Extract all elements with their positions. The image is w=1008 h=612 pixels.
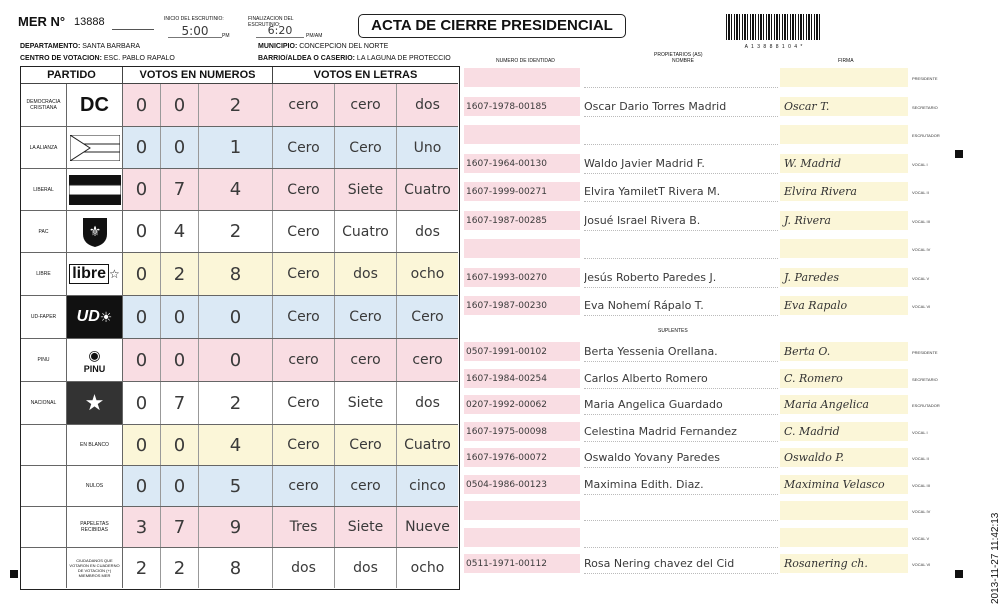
member-row bbox=[464, 182, 908, 202]
vote-word: ocho bbox=[410, 560, 445, 576]
vote-word: Siete bbox=[335, 507, 397, 547]
member-row bbox=[464, 296, 908, 316]
vote-digit: 7 bbox=[161, 169, 199, 210]
member-signature bbox=[780, 239, 908, 259]
member-name bbox=[584, 239, 778, 259]
party-name: LA ALIANZA bbox=[21, 127, 67, 168]
member-row bbox=[464, 448, 908, 468]
inicio-ampm: PM bbox=[222, 33, 230, 39]
table-row bbox=[21, 425, 458, 466]
centro-votacion-label: CENTRO DE VOTACION: bbox=[20, 55, 102, 62]
departamento-field bbox=[20, 43, 140, 50]
vote-word: Cero bbox=[273, 127, 335, 168]
identity-number: 1607-1984-00254 bbox=[464, 369, 580, 389]
member-signature: Oscar T. bbox=[780, 97, 908, 117]
barcode-number: A 1 3 8 8 8 1 0 4 * bbox=[744, 44, 804, 50]
vote-digit: 0 bbox=[123, 169, 161, 210]
identity-number: 1607-1987-00285 bbox=[464, 211, 580, 231]
member-signature: Elvira Rivera bbox=[780, 182, 908, 202]
vote-digit: 0 bbox=[161, 296, 199, 338]
member-name: Jesús Roberto Paredes J. bbox=[584, 268, 778, 288]
member-row bbox=[464, 97, 908, 117]
svg-text:⚜: ⚜ bbox=[88, 223, 101, 240]
vote-digit: 5 bbox=[199, 466, 273, 506]
vote-digit: 0 bbox=[123, 127, 161, 168]
vote-digit: 0 bbox=[161, 466, 199, 506]
vote-word: Cero bbox=[273, 169, 335, 210]
member-name bbox=[584, 501, 778, 521]
votes-table bbox=[20, 66, 460, 590]
table-row bbox=[21, 253, 458, 296]
vote-word: Cero bbox=[273, 211, 335, 252]
col-name-header: NOMBRE bbox=[672, 58, 694, 64]
member-name bbox=[584, 68, 778, 88]
vote-word: Cero bbox=[273, 296, 335, 338]
vote-word: Cero bbox=[273, 425, 335, 465]
vote-word: dos bbox=[415, 97, 440, 113]
member-role: VOCAL VI bbox=[912, 562, 931, 567]
vote-digit: 4 bbox=[199, 425, 273, 465]
party-name: DEMOCRACIA CRISTIANA bbox=[21, 84, 67, 126]
member-role: VOCAL V bbox=[912, 275, 930, 281]
table-row bbox=[21, 127, 458, 169]
identity-number: 1607-1999-00271 bbox=[464, 182, 580, 202]
vote-word: cinco bbox=[409, 478, 446, 494]
vote-word: Tres bbox=[273, 507, 335, 547]
vote-digit: 0 bbox=[123, 339, 161, 381]
member-name: Celestina Madrid Fernandez bbox=[584, 422, 778, 442]
tse-logo-icon bbox=[112, 14, 154, 30]
libre-logo-icon: libre ☆ bbox=[67, 253, 123, 295]
page-title: ACTA DE CIERRE PRESIDENCIAL bbox=[358, 14, 626, 38]
member-row bbox=[464, 528, 908, 548]
member-role: VOCAL VI bbox=[912, 304, 931, 309]
vote-word: dos bbox=[415, 395, 440, 411]
vote-word: cero bbox=[412, 352, 443, 368]
vote-digit: 0 bbox=[123, 382, 161, 424]
member-signature bbox=[780, 125, 908, 145]
vote-word: cero bbox=[273, 84, 335, 126]
vote-digit: 7 bbox=[161, 382, 199, 424]
final-escrutinio-label: FINALIZACION DEL ESCRUTINIO: bbox=[248, 16, 294, 28]
vote-digit: 0 bbox=[123, 296, 161, 338]
vote-word: dos bbox=[415, 223, 440, 240]
vote-digit: 2 bbox=[161, 548, 199, 588]
member-signature bbox=[780, 68, 908, 88]
alianza-flag-icon bbox=[67, 127, 123, 168]
member-name bbox=[584, 528, 778, 548]
identity-number: 1607-1993-00270 bbox=[464, 268, 580, 288]
member-row bbox=[464, 68, 908, 88]
table-row bbox=[21, 382, 458, 425]
vote-word: Cuatro bbox=[335, 211, 397, 252]
suplentes-header: SUPLENTES bbox=[658, 328, 688, 334]
vote-digit: 4 bbox=[161, 211, 199, 252]
vote-word: Cero bbox=[273, 253, 335, 295]
row-label: NULOS bbox=[67, 466, 123, 506]
vote-digit: 0 bbox=[123, 211, 161, 252]
mer-number: 13888 bbox=[74, 16, 105, 28]
barrio-label: BARRIO/ALDEA O CASERIO: bbox=[258, 55, 355, 62]
vote-digit: 0 bbox=[199, 339, 273, 381]
member-signature: Eva Rapalo bbox=[780, 296, 908, 316]
member-row bbox=[464, 125, 908, 145]
vote-word: cero bbox=[273, 466, 335, 506]
final-ampm: PM/AM bbox=[306, 33, 323, 39]
row-label: CIUDADANOS QUE VOTARON EN CUADERNO DE VOTACION (+) MIEMBROS MER bbox=[67, 548, 123, 588]
table-row bbox=[21, 296, 458, 339]
member-signature: C. Madrid bbox=[780, 422, 908, 442]
vote-word: Cuatro bbox=[404, 181, 451, 198]
vote-digit: 0 bbox=[123, 84, 161, 126]
scan-timestamp: 2013-11-27 11:42:13 bbox=[990, 512, 1001, 604]
identity-number: 0207-1992-00062 bbox=[464, 395, 580, 415]
vote-word: Uno bbox=[413, 139, 442, 156]
member-signature: Maximina Velasco bbox=[780, 475, 908, 495]
identity-number: 0507-1991-00102 bbox=[464, 342, 580, 362]
member-role: VOCAL III bbox=[912, 218, 930, 224]
identity-number: 1607-1964-00130 bbox=[464, 154, 580, 174]
vote-word: dos bbox=[335, 253, 397, 295]
municipio-value: CONCEPCION DEL NORTE bbox=[299, 43, 389, 50]
table-row bbox=[21, 211, 458, 253]
side-print-text bbox=[8, 200, 16, 290]
identity-number bbox=[464, 239, 580, 259]
header-partido: PARTIDO bbox=[21, 67, 123, 84]
col-id-header: NUMERO DE IDENTIDAD bbox=[496, 58, 555, 64]
registration-mark-icon bbox=[955, 150, 963, 158]
table-row bbox=[21, 169, 458, 211]
member-role: ESCRUTADOR bbox=[912, 403, 940, 408]
member-row bbox=[464, 475, 908, 495]
vote-word: ocho bbox=[410, 266, 445, 282]
member-role: VOCAL IV bbox=[912, 509, 931, 514]
dc-logo-icon: DC bbox=[67, 84, 123, 126]
member-signature: Maria Angelica bbox=[780, 395, 908, 415]
member-role: VOCAL IV bbox=[912, 247, 931, 252]
identity-number: 1607-1976-00072 bbox=[464, 448, 580, 468]
municipio-label: MUNICIPIO: bbox=[258, 43, 298, 50]
vote-word: dos bbox=[335, 548, 397, 588]
identity-number bbox=[464, 528, 580, 548]
member-name: Rosa Nering chavez del Cid bbox=[584, 554, 778, 574]
table-row bbox=[21, 466, 458, 507]
member-role: VOCAL II bbox=[912, 190, 929, 195]
member-row bbox=[464, 501, 908, 521]
party-name: NACIONAL bbox=[21, 382, 67, 424]
vote-digit: 4 bbox=[199, 169, 273, 210]
party-name: PAC bbox=[21, 211, 67, 252]
member-row bbox=[464, 239, 908, 259]
barrio-field bbox=[258, 55, 451, 62]
vote-digit: 3 bbox=[123, 507, 161, 547]
mer-label: MER N° bbox=[18, 14, 66, 29]
header-votos-numeros: VOTOS EN NUMEROS bbox=[123, 67, 273, 84]
member-role: PRESIDENTE bbox=[912, 350, 938, 355]
barrio-value: LA LAGUNA DE PROTECCIO bbox=[356, 55, 451, 62]
vote-word: Siete bbox=[335, 169, 397, 210]
member-row bbox=[464, 422, 908, 442]
vote-digit: 1 bbox=[199, 127, 273, 168]
member-row bbox=[464, 342, 908, 362]
member-row bbox=[464, 211, 908, 231]
row-label: PAPELETAS RECIBIDAS bbox=[67, 507, 123, 547]
member-name: Oswaldo Yovany Paredes bbox=[584, 448, 778, 468]
inicio-escrutinio-label: INICIO DEL ESCRUTINIO: bbox=[164, 16, 224, 22]
vote-digit: 7 bbox=[161, 507, 199, 547]
col-sig-header: FIRMA bbox=[838, 58, 854, 64]
member-row bbox=[464, 268, 908, 288]
party-name: LIBRE bbox=[21, 253, 67, 295]
member-name: Carlos Alberto Romero bbox=[584, 369, 778, 389]
vote-word: Cero bbox=[335, 127, 397, 168]
member-role: VOCAL III bbox=[912, 482, 930, 488]
header-votos-letras: VOTOS EN LETRAS bbox=[273, 67, 458, 84]
member-role: SECRETARIO bbox=[912, 376, 938, 382]
member-name: Josué Israel Rivera B. bbox=[584, 211, 778, 231]
vote-digit: 0 bbox=[161, 127, 199, 168]
party-name: UD-FAPER bbox=[21, 296, 67, 338]
inicio-escrutinio-time: 5:00 bbox=[168, 24, 222, 38]
departamento-value: SANTA BARBARA bbox=[82, 43, 141, 50]
member-signature: C. Romero bbox=[780, 369, 908, 389]
member-role: PRESIDENTE bbox=[912, 76, 938, 81]
member-signature: J. Rivera bbox=[780, 211, 908, 231]
member-name: Maria Angelica Guardado bbox=[584, 395, 778, 415]
pinu-logo-icon: ◉ PINU bbox=[67, 339, 123, 381]
member-row bbox=[464, 395, 908, 415]
member-name: Oscar Dario Torres Madrid bbox=[584, 97, 778, 117]
row-label: EN BLANCO bbox=[67, 425, 123, 465]
vote-word: Cero bbox=[411, 309, 444, 325]
vote-digit: 0 bbox=[123, 466, 161, 506]
departamento-label: DEPARTAMENTO: bbox=[20, 43, 81, 50]
vote-word: Siete bbox=[335, 382, 397, 424]
vote-digit: 0 bbox=[161, 425, 199, 465]
final-escrutinio-time: 6:20 bbox=[256, 24, 304, 38]
member-signature bbox=[780, 501, 908, 521]
member-signature: W. Madrid bbox=[780, 154, 908, 174]
table-row bbox=[21, 339, 458, 382]
member-role: VOCAL II bbox=[912, 456, 929, 461]
centro-votacion-value: ESC. PABLO RAPALO bbox=[103, 55, 175, 62]
vote-digit: 2 bbox=[123, 548, 161, 588]
vote-word: Cuatro bbox=[404, 437, 451, 453]
table-row bbox=[21, 84, 458, 127]
member-role: VOCAL I bbox=[912, 429, 928, 435]
member-row bbox=[464, 554, 908, 574]
pac-shield-icon bbox=[67, 211, 123, 252]
member-role: VOCAL V bbox=[912, 535, 930, 541]
vote-word: cero bbox=[335, 466, 397, 506]
vote-digit: 2 bbox=[199, 211, 273, 252]
member-role: ESCRUTADOR bbox=[912, 133, 940, 138]
identity-number: 1607-1987-00230 bbox=[464, 296, 580, 316]
vote-word: Nueve bbox=[405, 519, 450, 535]
vote-digit: 0 bbox=[161, 84, 199, 126]
vote-digit: 2 bbox=[199, 84, 273, 126]
registration-mark-icon bbox=[955, 570, 963, 578]
table-row bbox=[21, 548, 458, 588]
vote-digit: 8 bbox=[199, 548, 273, 588]
identity-number: 0504-1986-00123 bbox=[464, 475, 580, 495]
vote-digit: 8 bbox=[199, 253, 273, 295]
identity-number: 1607-1975-00098 bbox=[464, 422, 580, 442]
identity-number: 1607-1978-00185 bbox=[464, 97, 580, 117]
party-name: PINU bbox=[21, 339, 67, 381]
member-name: Elvira YamiletT Rivera M. bbox=[584, 182, 778, 202]
vote-word: cero bbox=[273, 339, 335, 381]
ud-faper-logo-icon: UD ☀ bbox=[67, 296, 123, 338]
member-row bbox=[464, 154, 908, 174]
member-name: Eva Nohemí Rápalo T. bbox=[584, 296, 778, 316]
member-role: SECRETARIO bbox=[912, 104, 938, 110]
table-row bbox=[21, 507, 458, 548]
municipio-field bbox=[258, 43, 388, 50]
member-signature: Oswaldo P. bbox=[780, 448, 908, 468]
identity-number: 0511-1971-00112 bbox=[464, 554, 580, 574]
nacional-star-icon: ★ bbox=[67, 382, 123, 424]
vote-digit: 0 bbox=[123, 253, 161, 295]
identity-number bbox=[464, 501, 580, 521]
vote-word: dos bbox=[273, 548, 335, 588]
member-role: VOCAL I bbox=[912, 161, 928, 167]
liberal-flag-icon bbox=[67, 169, 123, 210]
vote-word: Cero bbox=[335, 296, 397, 338]
member-signature: Rosanering ch. bbox=[780, 554, 908, 574]
vote-digit: 0 bbox=[199, 296, 273, 338]
member-name: Berta Yessenia Orellana. bbox=[584, 342, 778, 362]
member-name: Waldo Javier Madrid F. bbox=[584, 154, 778, 174]
vote-digit: 0 bbox=[123, 425, 161, 465]
member-name: Maximina Edith. Diaz. bbox=[584, 475, 778, 495]
party-name: LIBERAL bbox=[21, 169, 67, 210]
vote-digit: 2 bbox=[161, 253, 199, 295]
identity-number bbox=[464, 125, 580, 145]
vote-digit: 2 bbox=[199, 382, 273, 424]
col-propietarios-header: PROPIETARIOS (AS) bbox=[654, 52, 703, 58]
member-signature bbox=[780, 528, 908, 548]
centro-votacion-field bbox=[20, 55, 175, 62]
vote-word: Cero bbox=[335, 425, 397, 465]
vote-word: cero bbox=[335, 84, 397, 126]
vote-word: cero bbox=[335, 339, 397, 381]
member-row bbox=[464, 369, 908, 389]
member-signature: Berta O. bbox=[780, 342, 908, 362]
barcode-icon bbox=[726, 14, 822, 40]
registration-mark-icon bbox=[10, 570, 18, 578]
identity-number bbox=[464, 68, 580, 88]
vote-digit: 0 bbox=[161, 339, 199, 381]
vote-word: Cero bbox=[273, 382, 335, 424]
member-signature: J. Paredes bbox=[780, 268, 908, 288]
member-name bbox=[584, 125, 778, 145]
vote-digit: 9 bbox=[199, 507, 273, 547]
